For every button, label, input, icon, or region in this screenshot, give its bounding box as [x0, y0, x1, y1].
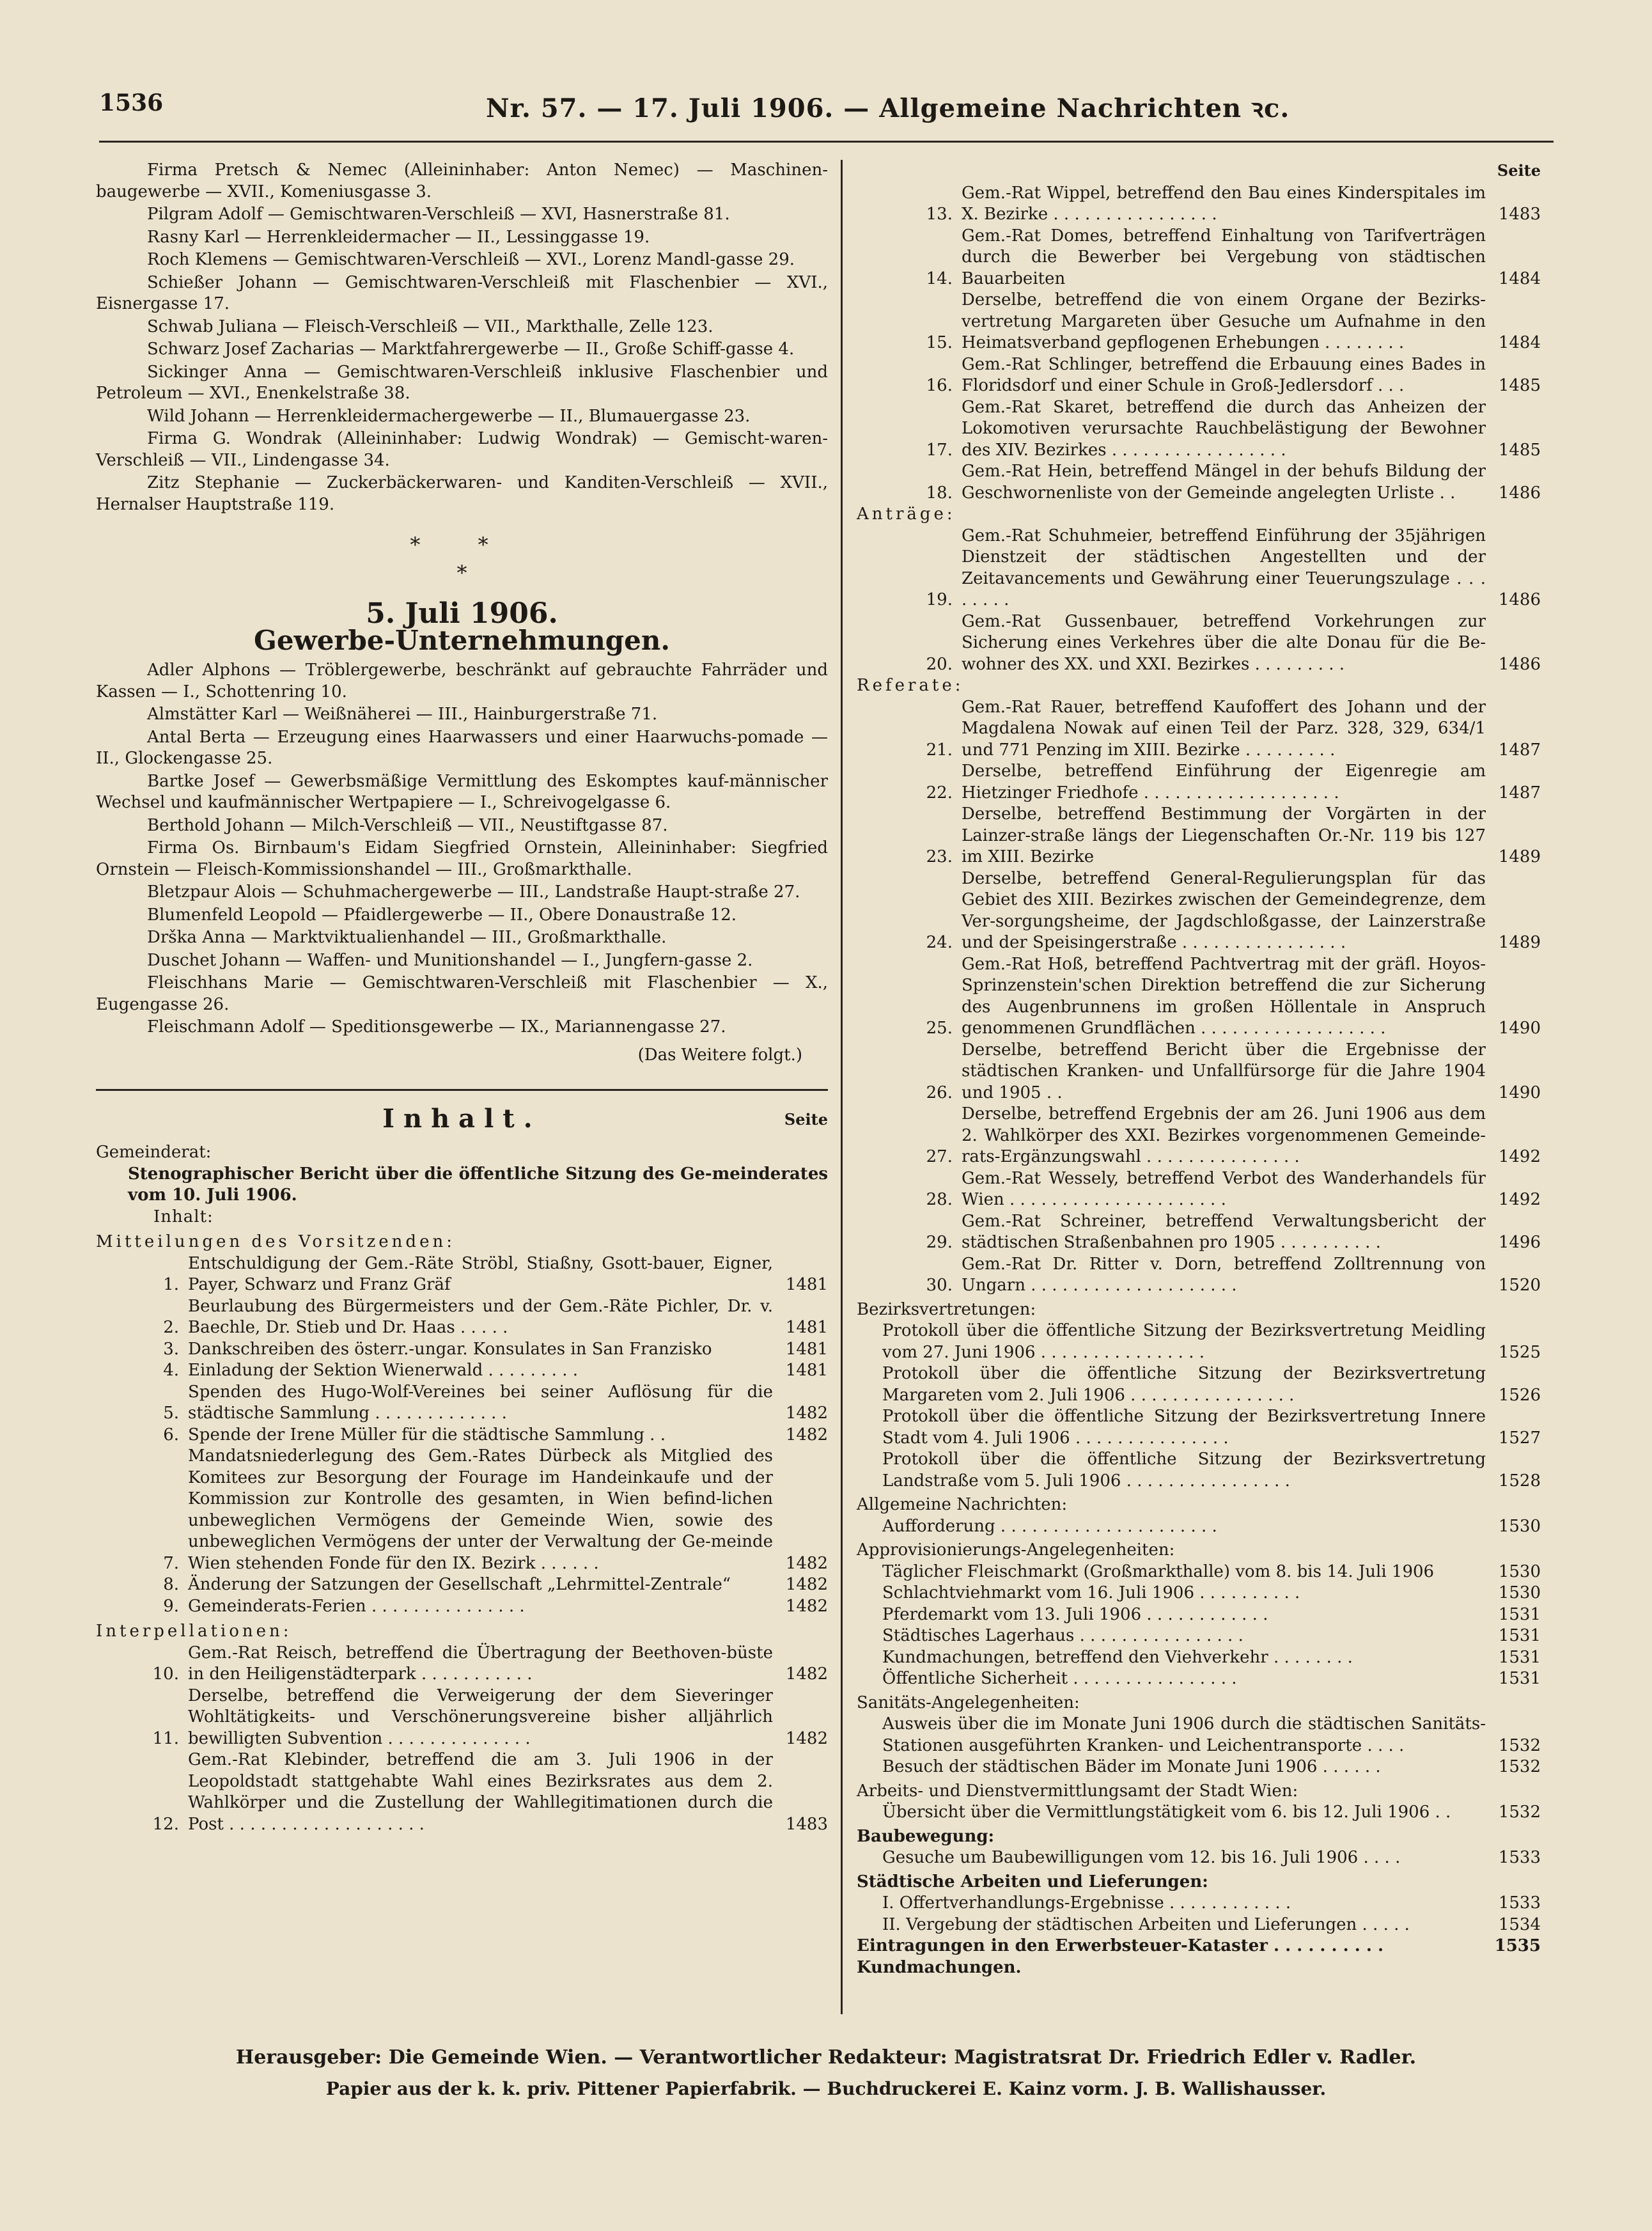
- toc-entry-page: 1490: [1498, 1019, 1541, 1038]
- toc-entry-number: 7.: [163, 1553, 179, 1573]
- toc-entry-text: Derselbe, betreffend Bericht über die Ergebnisse der städtischen Kranken- und Unfallfürsorge für die Jahre 1904 und 1905 . .: [962, 1040, 1486, 1102]
- toc-entry-page: 1492: [1498, 1190, 1541, 1209]
- toc-entry-text: Gem.-Rat Dr. Ritter v. Dorn, betreffend Zolltrennung von Ungarn . . . . . . . . . . . . . . . . . . . .: [962, 1254, 1486, 1295]
- header-rule: [99, 141, 1554, 143]
- toc-entry-number: 6.: [163, 1425, 179, 1444]
- toc-entry: [857, 1668, 1541, 1690]
- toc-entry-text: Protokoll über die öffentliche Sitzung der Bezirksvertretung Innere Stadt vom 4. Juli 1906 . . . . . . . . . . . . . . .: [882, 1407, 1486, 1448]
- toc-kundmachungen: Kundmachungen.: [857, 1957, 1022, 1977]
- toc-entry-text: II. Vergebung der städtischen Arbeiten und Lieferungen . . . . .: [882, 1914, 1410, 1934]
- toc-entry-page: 1481: [785, 1318, 828, 1337]
- toc-group-sanit: Sanitäts-Angelegenheiten:: [857, 1693, 1080, 1712]
- gewerbe-entry: Bletzpaur Alois — Schuhmachergewerbe — III., Landstraße Haupt-straße 27.: [147, 882, 800, 902]
- toc-rule: [96, 1089, 828, 1091]
- toc-entry-page: 1532: [1498, 1735, 1541, 1755]
- toc-entry: [857, 1449, 1541, 1492]
- toc-entry-page: 1533: [1498, 1893, 1541, 1913]
- toc-entry: [857, 461, 1541, 504]
- toc-entry: [96, 1596, 828, 1618]
- toc-entry: [857, 1893, 1541, 1914]
- toc-entry-text: Derselbe, betreffend Ergebnis der am 26. Juni 1906 aus dem 2. Wahlkörper des XXI. Bezirkes vorgenommenen Gemeinde-rats-Ergänzungswahl . . . . . . . . . . . . . . .: [962, 1104, 1486, 1166]
- date-heading: 5. Juli 1906.: [366, 597, 558, 630]
- toc-entry-text: Protokoll über die öffentliche Sitzung der Bezirksvertretung Landstraße vom 5. Juli 1906 . . . . . . . . . . . . . . . .: [882, 1450, 1486, 1491]
- toc-entry-text: Protokoll über die öffentliche Sitzung der Bezirksvertretung Margareten vom 2. Juli 1906 . . . . . . . . . . . . . . . .: [882, 1364, 1486, 1405]
- toc-entry-page: 1487: [1498, 740, 1541, 760]
- toc-entry: [857, 868, 1541, 954]
- toc-entry-number: 14.: [926, 269, 953, 288]
- gewerbe-list: [96, 660, 828, 1038]
- toc-entry-page: 1530: [1498, 1516, 1541, 1536]
- gewerbe-entry: Fleischmann Adolf — Speditionsgewerbe — IX., Mariannengasse 27.: [147, 1017, 726, 1037]
- toc-group-bezirk: Bezirksvertretungen:: [857, 1299, 1036, 1319]
- page-column-label: Seite: [784, 1110, 828, 1129]
- toc-group-approv: Approvisionierungs-Angelegenheiten:: [857, 1540, 1175, 1560]
- toc-entry-number: 21.: [926, 740, 953, 760]
- toc-entry: [96, 1296, 828, 1339]
- left-column: [96, 160, 828, 1835]
- toc-bau-list: [857, 1847, 1541, 1869]
- toc-entry-page: 1531: [1498, 1647, 1541, 1667]
- register-entry: Rasny Karl — Herrenkleidermacher — II., Lessinggasse 19.: [147, 227, 650, 247]
- toc-entry-number: 24.: [926, 933, 953, 952]
- toc-entry-number: 12.: [152, 1814, 179, 1834]
- toc-entry: [857, 1254, 1541, 1297]
- toc-entry-number: 25.: [926, 1019, 953, 1038]
- toc-sanit-list: [857, 1714, 1541, 1778]
- toc-entry: [857, 1562, 1541, 1583]
- toc-group-gemeinderat: Gemeinderat:: [96, 1143, 212, 1162]
- toc-entry-page: 1481: [785, 1339, 828, 1359]
- toc-entry-text: Pferdemarkt vom 13. Juli 1906 . . . . . . . . . . . .: [882, 1604, 1268, 1624]
- toc-entry: [857, 697, 1541, 762]
- imprint-publisher: Herausgeber: Die Gemeinde Wien. — Verantwortlicher Redakteur: Magistratsrat Dr. Friedrich Edler v. Radler.: [235, 2046, 1417, 2069]
- toc-entry-text: Entschuldigung der Gem.-Räte Ströbl, Stiaßny, Gsott-bauer, Eigner, Payer, Schwarz und Franz Gräf: [188, 1253, 773, 1294]
- toc-entry-page: 1525: [1498, 1342, 1541, 1362]
- toc-entry-page: 1526: [1498, 1385, 1541, 1405]
- toc-entry-page: 1483: [785, 1814, 828, 1834]
- toc-entry: [96, 1382, 828, 1425]
- toc-entry: [857, 761, 1541, 804]
- gewerbe-entry: Drška Anna — Marktviktualienhandel — III., Großmarkthalle.: [147, 928, 667, 947]
- right-column: [857, 160, 1541, 1978]
- toc-entry-number: 29.: [926, 1233, 953, 1252]
- toc-eintrag: [857, 1936, 1541, 1957]
- toc-entry-text: Gem.-Rat Klebinder, betreffend die am 3. Juli 1906 in der Leopoldstadt stattgehabte Wahl eines Bezirksrates aus dem 2. Wahlkörper und die Zustellung der Wahllegitimationen durch die Post . . . . . . . . . . . . . . . . . . .: [188, 1750, 773, 1834]
- toc-entry-page: 1482: [785, 1425, 828, 1444]
- toc-group-bau: Baubewegung:: [857, 1826, 995, 1846]
- toc-entry-text: I. Offertverhandlungs-Ergebnisse . . . . . . . . . . . .: [882, 1893, 1291, 1913]
- toc-entry: [96, 1446, 828, 1574]
- toc-entry-number: 2.: [163, 1318, 179, 1337]
- toc-entry: [857, 1104, 1541, 1168]
- register-entry: Firma G. Wondrak (Alleininhaber: Ludwig Wondrak) — Gemischt-waren-Verschleiß — VII., Lindengasse 34.: [96, 429, 828, 470]
- toc-entry-page: 1489: [1498, 847, 1541, 866]
- toc-entry-number: 16.: [926, 376, 953, 395]
- toc-entry-page: 1482: [785, 1404, 828, 1423]
- toc-entry-text: Täglicher Fleischmarkt (Großmarkthalle) vom 8. bis 14. Juli 1906: [882, 1562, 1435, 1581]
- toc-entry-text: Gem.-Rat Schreiner, betreffend Verwaltungsbericht der städtischen Straßenbahnen pro 1905 . . . . . . . . . .: [962, 1211, 1486, 1252]
- toc-entry: [857, 1583, 1541, 1604]
- toc-entry-text: Besuch der städtischen Bäder im Monate Juni 1906 . . . . . .: [882, 1757, 1381, 1776]
- toc-entry-number: 19.: [926, 590, 953, 609]
- register-entry: Wild Johann — Herrenkleidermachergewerbe — II., Blumauergasse 23.: [147, 406, 751, 426]
- toc-allg-list: [857, 1516, 1541, 1538]
- gewerbe-entry: Berthold Johann — Milch-Verschleiß — VII., Neustiftgasse 87.: [147, 815, 668, 835]
- toc-title: Inhalt.: [382, 1104, 542, 1134]
- toc-entry-page: 1496: [1498, 1233, 1541, 1252]
- toc-entry: [857, 526, 1541, 611]
- toc-entry-text: Schlachtviehmarkt vom 16. Juli 1906 . . . . . . . . . .: [882, 1583, 1300, 1602]
- toc-entry-page: 1531: [1498, 1626, 1541, 1645]
- toc-entry-page: 1484: [1498, 269, 1541, 288]
- toc-entry: [857, 1363, 1541, 1406]
- toc-group-allg: Allgemeine Nachrichten:: [857, 1495, 1068, 1514]
- toc-entry-text: Eintragungen in den Erwerbsteuer-Kataster . . . . . . . . . .: [857, 1936, 1383, 1955]
- toc-entry-text: Einladung der Sektion Wienerwald . . . . . . . . .: [188, 1361, 579, 1380]
- toc-entry-page: 1533: [1498, 1848, 1541, 1867]
- toc-entry-number: 18.: [926, 483, 953, 503]
- toc-entry-number: 8.: [163, 1575, 179, 1594]
- toc-entry-page: 1531: [1498, 1604, 1541, 1624]
- toc-entry-page: 1481: [785, 1275, 828, 1294]
- toc-entry-text: Derselbe, betreffend Bestimmung der Vorgärten in der Lainzer-straße längs der Liegenschaften Or.-Nr. 119 bis 127 im XIII. Bezirke: [962, 804, 1486, 866]
- toc-entry-page: 1489: [1498, 933, 1541, 952]
- toc-entry-number: 28.: [926, 1190, 953, 1209]
- toc-entry-text: Gem.-Rat Rauer, betreffend Kaufoffert des Johann und der Magdalena Nowak auf einen Teil der Parz. 328, 329, 634/1 und 771 Penzing im XIII. Bezirke . . . . . . . . .: [962, 697, 1486, 760]
- toc-entry-page: 1492: [1498, 1147, 1541, 1166]
- toc-group-referate: Referate:: [857, 676, 964, 695]
- gewerbe-entry: Bartke Josef — Gewerbsmäßige Vermittlung des Eskomptes kauf-männischer Wechsel und kaufmännischer Wertpapiere — I., Schreivogelgasse 6.: [96, 771, 828, 812]
- toc-entry-text: Derselbe, betreffend Einführung der Eigenregie am Hietzinger Friedhofe . . . . . . . . . . . . . . . . . . .: [962, 762, 1486, 802]
- section-heading: Gewerbe-Unternehmungen.: [253, 624, 671, 656]
- imprint-printer: Papier aus der k. k. priv. Pittener Papierfabrik. — Buchdruckerei E. Kainz vorm. J. B. Wallishausser.: [325, 2078, 1327, 2099]
- continued-note: (Das Weitere folgt.): [637, 1045, 802, 1065]
- toc-entry-text: Aufforderung . . . . . . . . . . . . . . . . . . . . .: [882, 1516, 1217, 1536]
- toc-entry-page: 1527: [1498, 1428, 1541, 1448]
- toc-entry-text: Gem.-Rat Reisch, betreffend die Übertragung der Beethoven-büste in den Heiligenstädterpark . . . . . . . . . . .: [188, 1643, 773, 1684]
- toc-entry: [857, 1168, 1541, 1211]
- toc-entry-number: 13.: [926, 205, 953, 224]
- toc-entry-page: 1485: [1498, 376, 1541, 395]
- register-entry: Pilgram Adolf — Gemischtwaren-Verschleiß — XVI, Hasnerstraße 81.: [147, 205, 730, 224]
- toc-entry-number: 22.: [926, 783, 953, 802]
- toc-entry-text: Städtisches Lagerhaus . . . . . . . . . . . . . . . .: [882, 1626, 1243, 1645]
- register-entry: Sickinger Anna — Gemischtwaren-Verschleiß inklusive Flaschenbier und Petroleum — XVI., Enenkelstraße 38.: [96, 362, 828, 403]
- toc-entry-page: 1487: [1498, 783, 1541, 802]
- toc-group-staedt: Städtische Arbeiten und Lieferungen:: [857, 1872, 1208, 1891]
- toc-entry: [857, 1802, 1541, 1824]
- toc-entry-page: 1482: [785, 1553, 828, 1573]
- toc-entry-text: Derselbe, betreffend die von einem Organe der Bezirks-vertretung Margareten über Gesuche um Aufnahme in den Heimatsverband gepflogenen Erhebungen . . . . . . . .: [962, 290, 1486, 352]
- toc-entry: [857, 1647, 1541, 1669]
- toc-entry-number: 23.: [926, 847, 953, 866]
- gewerbe-entry: Adler Alphons — Tröblergewerbe, beschränkt auf gebrauchte Fahrräder und Kassen — I., Schottenring 10.: [96, 661, 828, 701]
- toc-entry-text: Derselbe, betreffend General-Regulierungsplan für das Gebiet des XIII. Bezirkes zwischen der Gemeindegrenze, dem Ver-sorgungsheime, der Jagdschloßgasse, der Lainzerstraße und der Speisingerstraße . . . . . . . . . . . . . . . .: [962, 868, 1486, 952]
- toc-entry-text: Spenden des Hugo-Wolf-Vereines bei seiner Auflösung für die städtische Sammlung . . . . . . . . . . . . .: [188, 1382, 773, 1423]
- toc-entry-page: 1520: [1498, 1276, 1541, 1295]
- gewerbe-entry: Firma Os. Birnbaum's Eidam Siegfried Ornstein, Alleininhaber: Siegfried Ornstein — Fleisch-Kommissionshandel — III., Großmarkthalle.: [96, 838, 828, 879]
- toc-entry: [96, 1643, 828, 1686]
- toc-report-title: Stenographischer Bericht über die öffentliche Sitzung des Ge-meinderates vom 10. Juli 1906.: [128, 1164, 828, 1205]
- register-entry: Schwarz Josef Zacharias — Marktfahrergewerbe — II., Große Schiff-gasse 4.: [147, 340, 795, 359]
- toc-entry-text: Gem.-Rat Wippel, betreffend den Bau eines Kinderspitales im X. Bezirke . . . . . . . . . . . . . . . .: [962, 183, 1486, 224]
- toc-entry-text: Beurlaubung des Bürgermeisters und der Gem.-Räte Pichler, Dr. v. Baechle, Dr. Stieb und Dr. Haas . . . . .: [188, 1296, 773, 1337]
- toc-entry: [96, 1750, 828, 1835]
- toc-entry-page: 1486: [1498, 654, 1541, 674]
- toc-entry-text: Gem.-Rat Hoß, betreffend Pachtvertrag mit der gräfl. Hoyos-Sprinzenstein'schen Direktion betreffend die zur Sicherung des Augenbrunnens im großen Höllentale in Anspruch genommenen Grundflächen . . . . . . . . . . . . . . . . . .: [962, 954, 1486, 1038]
- section-star: *: [456, 560, 467, 585]
- toc-entry-text: Protokoll über die öffentliche Sitzung der Bezirksvertretung Meidling vom 27. Juni 1906 . . . . . . . . . . . . . . . .: [882, 1321, 1486, 1362]
- toc-entry-page: 1534: [1498, 1914, 1541, 1934]
- toc-entry-page: 1530: [1498, 1562, 1541, 1581]
- toc-entry-page: 1481: [785, 1361, 828, 1380]
- toc-entry-page: 1482: [785, 1575, 828, 1594]
- toc-entry-page: 1530: [1498, 1583, 1541, 1602]
- register-entry: Schwab Juliana — Fleisch-Verschleiß — VII., Markthalle, Zelle 123.: [147, 317, 713, 336]
- toc-entry-text: Derselbe, betreffend die Verweigerung der dem Sieveringer Wohltätigkeits- und Verschönerungsvereine bisher alljährlich bewilligten Subvention . . . . . . . . . . . . . .: [188, 1686, 773, 1748]
- register-entry: Schießer Johann — Gemischtwaren-Verschleiß mit Flaschenbier — XVI., Eisnergasse 17.: [96, 272, 828, 313]
- toc-entry-number: 9.: [163, 1596, 179, 1616]
- column-divider: [841, 160, 843, 2014]
- toc-entry-text: Gem.-Rat Schuhmeier, betreffend Einführung der 35jährigen Dienstzeit der städtischen Angestellten und der Zeitavancements und Gewährung einer Teuerungszulage . . . . . . . .: [962, 526, 1486, 609]
- toc-entry-page: 1490: [1498, 1083, 1541, 1102]
- toc-entry: [857, 804, 1541, 868]
- toc-entry-number: 30.: [926, 1276, 953, 1295]
- toc-entry-page: 1482: [785, 1728, 828, 1748]
- toc-entry-text: Gem.-Rat Gussenbauer, betreffend Vorkehrungen zur Sicherung eines Verkehres über die alte Donau für die Be-wohner des XX. und XXI. Bezirkes . . . . . . . . .: [962, 611, 1486, 674]
- toc-entry: [857, 1516, 1541, 1538]
- toc-group-antraege: Anträge:: [857, 505, 956, 524]
- toc-entry: [857, 1757, 1541, 1778]
- toc-entry-text: Öffentliche Sicherheit . . . . . . . . . . . . . . . .: [882, 1669, 1237, 1688]
- toc-entry-page: 1531: [1498, 1669, 1541, 1688]
- toc-entry: [857, 290, 1541, 354]
- toc-entry: [857, 954, 1541, 1040]
- toc-entry-text: Übersicht über die Vermittlungstätigkeit vom 6. bis 12. Juli 1906 . .: [882, 1803, 1451, 1822]
- toc-staedt-list: [857, 1893, 1541, 1936]
- toc-entry: [857, 1211, 1541, 1254]
- toc-entry: [857, 397, 1541, 462]
- toc-entry: [96, 1686, 828, 1750]
- toc-entry: [857, 1406, 1541, 1449]
- toc-entry: [96, 1425, 828, 1446]
- toc-entry-text: Dankschreiben des österr.-ungar. Konsulates in San Franzisko: [188, 1339, 712, 1359]
- toc-entry-text: Gem.-Rat Domes, betreffend Einhaltung von Tarifverträgen durch die Bewerber bei Vergebung von städtischen Bauarbeiten: [962, 226, 1486, 288]
- toc-entry-text: Gemeinderats-Ferien . . . . . . . . . . . . . . .: [188, 1596, 525, 1616]
- toc-entry-text: Spende der Irene Müller für die städtische Sammlung . .: [188, 1425, 666, 1444]
- toc-entry-text: Ausweis über die im Monate Juni 1906 durch die städtischen Sanitäts-Stationen ausgeführten Kranken- und Leichentransporte . . . .: [882, 1714, 1486, 1755]
- toc-inhalt-label: Inhalt:: [153, 1207, 214, 1226]
- toc-entry: [857, 1040, 1541, 1104]
- toc-entry-page: 1532: [1498, 1803, 1541, 1822]
- toc-entry-page: 1535: [1494, 1936, 1541, 1955]
- gewerbe-entry: Fleischhans Marie — Gemischtwaren-Verschleiß mit Flaschenbier — X., Eugengasse 26.: [96, 973, 828, 1014]
- toc-group-mitteilungen: Mitteilungen des Vorsitzenden:: [96, 1232, 455, 1251]
- page-number: 1536: [99, 90, 164, 116]
- toc-group-arbeit: Arbeits- und Dienstvermittlungsamt der Stadt Wien:: [857, 1781, 1298, 1801]
- toc-entry: [857, 1625, 1541, 1647]
- toc-entry: [96, 1360, 828, 1382]
- toc-bezirk-list: [857, 1320, 1541, 1492]
- gewerbe-entry: Antal Berta — Erzeugung eines Haarwassers und einer Haarwuchs-pomade — II., Glockengasse 25.: [96, 727, 828, 768]
- register-entry: Firma Pretsch & Nemec (Alleininhaber: Anton Nemec) — Maschinenbaugewerbe — XVII., Komeniusgasse 3.: [96, 160, 828, 201]
- toc-entry-page: 1483: [1498, 205, 1541, 224]
- toc-entry-page: 1484: [1498, 333, 1541, 352]
- register-entry: Roch Klemens — Gemischtwaren-Verschleiß — XVI., Lorenz Mandl-gasse 29.: [147, 250, 795, 269]
- toc-entry: [857, 1847, 1541, 1869]
- toc-entry: [857, 611, 1541, 676]
- toc-right-list: [857, 183, 1541, 505]
- toc-entry: [857, 1914, 1541, 1936]
- toc-entry-page: 1482: [785, 1664, 828, 1684]
- toc-entry-text: Gesuche um Baubewilligungen vom 12. bis 16. Juli 1906 . . . .: [882, 1848, 1401, 1867]
- toc-entry-text: Gem.-Rat Hein, betreffend Mängel in der behufs Bildung der Geschwornenliste von der Gemeinde angelegten Urliste . .: [962, 462, 1486, 503]
- toc-entry-text: Mandatsniederlegung des Gem.-Rates Dürbeck als Mitglied des Komitees zur Besorgung der Fourage im Handeinkaufe und der Kommission zur Kontrolle des gesamten, in Wien befind-lichen unbeweglichen Vermögens der Gemeinde Wien, sowie des unbeweglichen Vermögens der unter der Verwaltung der Ge-meinde Wien stehenden Fonde für den IX. Bezirk . . . . . .: [188, 1446, 773, 1573]
- toc-entry-number: 27.: [926, 1147, 953, 1166]
- toc-entry-number: 3.: [163, 1339, 179, 1359]
- toc-entry-text: Kundmachungen, betreffend den Viehverkehr . . . . . . . .: [882, 1647, 1353, 1667]
- toc-entry-text: Gem.-Rat Wessely, betreffend Verbot des Wanderhandels für Wien . . . . . . . . . . . . . . . . . . . . .: [962, 1168, 1486, 1209]
- toc-entry: [96, 1339, 828, 1361]
- section-stars: * *: [410, 533, 514, 557]
- gewerbe-entry: Duschet Johann — Waffen- und Munitionshandel — I., Jungfern-gasse 2.: [147, 950, 753, 970]
- toc-entry-number: 4.: [163, 1361, 179, 1380]
- toc-entry-number: 1.: [163, 1275, 179, 1294]
- page-column-label-right: Seite: [1497, 161, 1541, 180]
- toc-entry-number: 10.: [152, 1664, 179, 1684]
- toc-entry-page: 1528: [1498, 1471, 1541, 1491]
- toc-entry-text: Änderung der Satzungen der Gesellschaft „Lehrmittel-Zentrale“: [188, 1575, 731, 1594]
- toc-entry-page: 1486: [1498, 483, 1541, 503]
- toc-entry: [96, 1253, 828, 1296]
- toc-entry-text: Gem.-Rat Skaret, betreffend die durch das Anheizen der Lokomotiven verursachte Rauchbelästigung der Bewohner des XIV. Bezirkes . . . . . . . . . . . . . . . . .: [962, 397, 1486, 460]
- toc-entry-number: 15.: [926, 333, 953, 352]
- toc-entry-text: Gem.-Rat Schlinger, betreffend die Erbauung eines Bades in Floridsdorf und einer Schule in Groß-Jedlersdorf . . .: [962, 354, 1486, 395]
- toc-entry-page: 1482: [785, 1596, 828, 1616]
- toc-entry: [96, 1574, 828, 1596]
- toc-entry: [857, 226, 1541, 290]
- toc-entry-number: 26.: [926, 1083, 953, 1102]
- register-entry: Zitz Stephanie — Zuckerbäckerwaren- und Kanditen-Verschleiß — XVII., Hernalser Hauptstraße 119.: [96, 473, 828, 514]
- toc-entry-page: 1532: [1498, 1757, 1541, 1776]
- toc-interpellationen-list: [96, 1643, 828, 1836]
- toc-entry-number: 17.: [926, 440, 953, 460]
- gewerbe-entry: Blumenfeld Leopold — Pfaidlergewerbe — II., Obere Donaustraße 12.: [147, 905, 736, 925]
- business-register-list: [96, 160, 828, 515]
- toc-entry: [857, 1714, 1541, 1757]
- toc-antraege-list: [857, 526, 1541, 676]
- toc-approv-list: [857, 1562, 1541, 1690]
- toc-entry-number: 11.: [152, 1728, 179, 1748]
- toc-mitteilungen-list: [96, 1253, 828, 1618]
- toc-referate-list: [857, 697, 1541, 1297]
- gewerbe-entry: Almstätter Karl — Weißnäherei — III., Hainburgerstraße 71.: [147, 705, 658, 724]
- toc-entry: [857, 354, 1541, 397]
- toc-entry-page: 1485: [1498, 440, 1541, 460]
- toc-entry-page: 1486: [1498, 590, 1541, 609]
- toc-group-interpellationen: Interpellationen:: [96, 1622, 292, 1641]
- toc-entry-number: 20.: [926, 654, 953, 674]
- toc-entry: [857, 1320, 1541, 1363]
- toc-entry: [857, 1604, 1541, 1626]
- toc-arbeit-list: [857, 1802, 1541, 1824]
- toc-entry-number: 5.: [163, 1404, 179, 1423]
- running-header: Nr. 57. — 17. Juli 1906. — Allgemeine Nachrichten ꝛc.: [486, 93, 1290, 123]
- toc-entry: [857, 183, 1541, 226]
- toc-header: [96, 1100, 828, 1138]
